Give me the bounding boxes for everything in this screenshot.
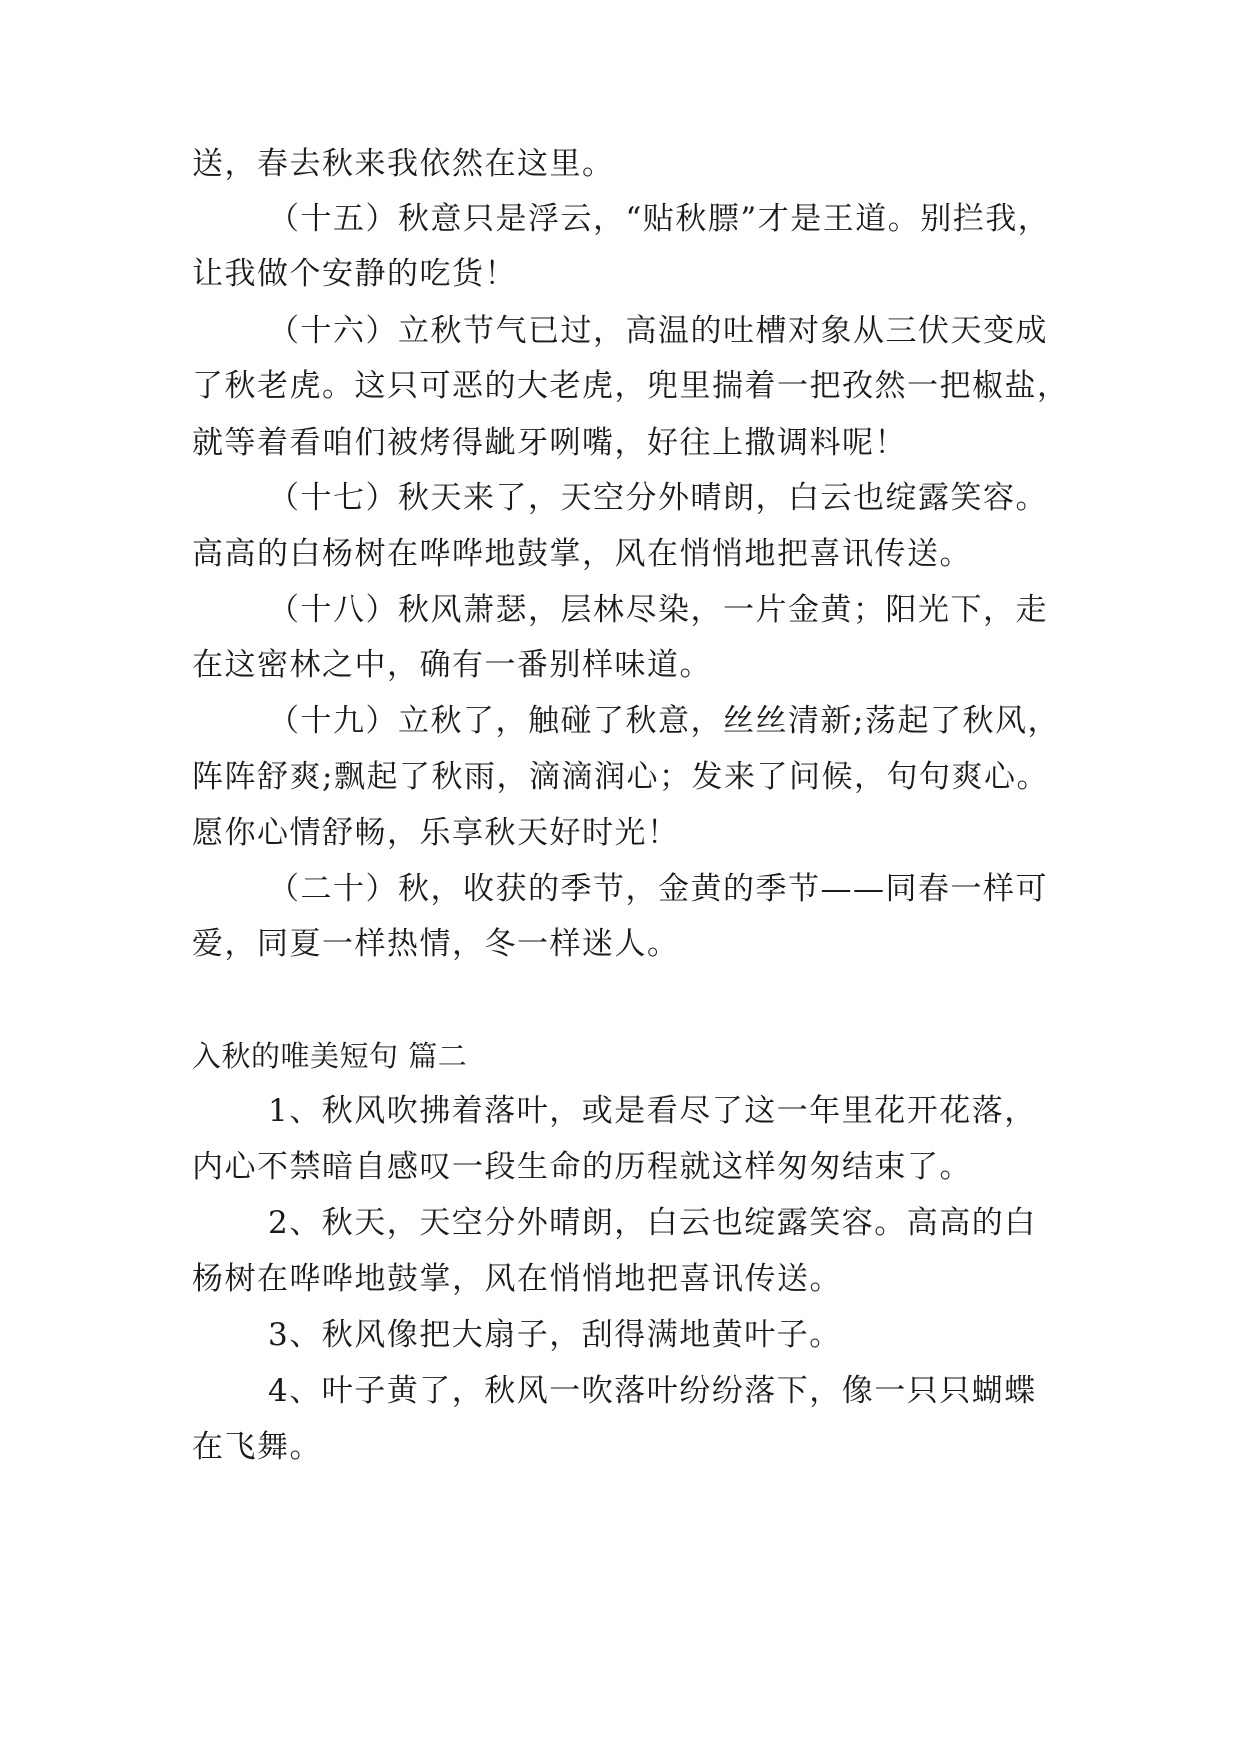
paragraph-line: 3、秋风像把大扇子，刮得满地黄叶子。 <box>268 1317 842 1353</box>
paragraph-line: 2、秋天，天空分外晴朗，白云也绽露笑容。高高的白 <box>268 1205 1037 1241</box>
paragraph-line: 在飞舞。 <box>192 1429 322 1465</box>
paragraph-line: （十六）立秋节气已过，高温的吐槽对象从三伏天变成 <box>268 313 1048 349</box>
paragraph-line: （十九）立秋了，触碰了秋意，丝丝清新;荡起了秋风， <box>268 703 1060 739</box>
paragraph-line: 爱，同夏一样热情，冬一样迷人。 <box>192 926 680 962</box>
paragraph-line: 1、秋风吹拂着落叶，或是看尽了这一年里花开花落， <box>268 1093 1037 1129</box>
paragraph-line: （十五）秋意只是浮云，“贴秋膘”才是王道。别拦我， <box>268 201 1051 237</box>
paragraph-line: 了秋老虎。这只可恶的大老虎，兜里揣着一把孜然一把椒盐， <box>192 368 1070 404</box>
paragraph-line: 愿你心情舒畅，乐享秋天好时光！ <box>192 815 680 851</box>
paragraph-line: 让我做个安静的吃货！ <box>192 256 517 292</box>
paragraph-line: 杨树在哗哗地鼓掌，风在悄悄地把喜讯传送。 <box>192 1261 842 1297</box>
paragraph-line: 送，春去秋来我依然在这里。 <box>192 146 615 182</box>
paragraph-line: 高高的白杨树在哗哗地鼓掌，风在悄悄地把喜讯传送。 <box>192 536 972 572</box>
paragraph-line: （十八）秋风萧瑟，层林尽染，一片金黄；阳光下，走 <box>268 592 1048 628</box>
paragraph-line: （二十）秋，收获的季节，金黄的季节——同春一样可 <box>268 871 1048 907</box>
paragraph-line: 4、叶子黄了，秋风一吹落叶纷纷落下，像一只只蝴蝶 <box>268 1373 1037 1409</box>
paragraph-line: 内心不禁暗自感叹一段生命的历程就这样匆匆结束了。 <box>192 1149 972 1185</box>
paragraph-line: 阵阵舒爽;飘起了秋雨，滴滴润心；发来了问候，句句爽心。 <box>192 759 1049 795</box>
section-heading: 入秋的唯美短句 篇二 <box>192 1039 468 1073</box>
paragraph-line: （十七）秋天来了，天空分外晴朗，白云也绽露笑容。 <box>268 480 1048 516</box>
paragraph-line: 在这密林之中，确有一番别样味道。 <box>192 647 712 683</box>
paragraph-line: 就等着看咱们被烤得龇牙咧嘴，好往上撒调料呢！ <box>192 425 907 461</box>
